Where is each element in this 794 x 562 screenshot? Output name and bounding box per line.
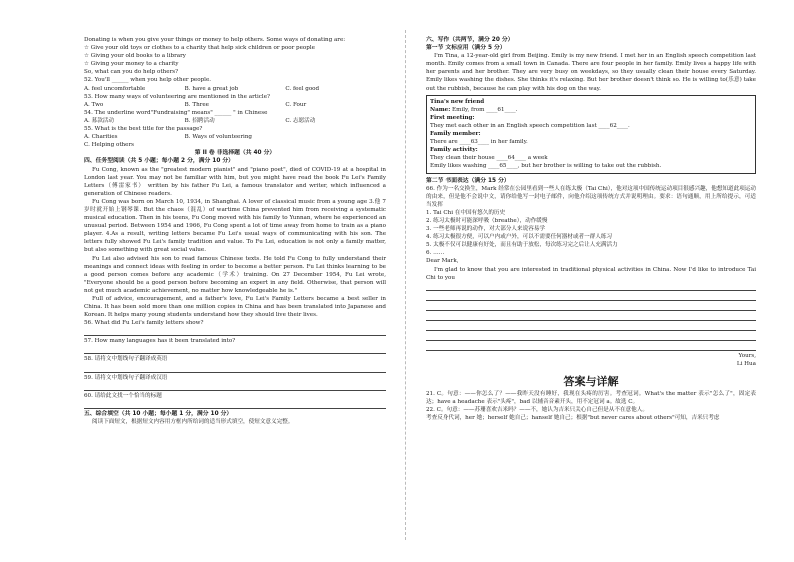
donate-end: So, what can you do help others?: [84, 69, 179, 76]
option: B. 招聘活动: [184, 117, 215, 124]
writing-prompt-66: 66. 作为一名交换生，Mark 经常在公园里看到一些人在练太极（Tai Chi），他对这项中国传统运动项目很感兴趣，他想知道此项运动的由来，但是他不会说中文，请你给他写一封电子邮件，向他介绍这项传统方式并说明理由。要求：语句通顺，用上所给提示，可适当发挥: [426, 185, 756, 208]
option: C. Helping others: [84, 142, 135, 149]
writing-line[interactable]: [426, 332, 756, 341]
right-column: [426, 36, 756, 422]
question-54: 54. The underline word"Fundraising" means" ______ " in Chinese: [84, 109, 268, 116]
letter-greeting: Dear Mark,: [426, 258, 459, 265]
question-52: 52. You'll ______ when you help other people.: [84, 77, 212, 84]
left-column: [84, 36, 386, 426]
fold-line: [405, 30, 406, 540]
answer-22: 22. C。句意：——苏珊喜欢吉米吗？——不，她认为吉米只关心自己但是从不在意他人。: [426, 407, 648, 414]
info-table-title: Tina's new friend: [430, 98, 485, 105]
writing-line[interactable]: [426, 342, 756, 351]
donate-item: ☆ Give your old toys or clothes to a charity that help sick children or poor people: [84, 45, 315, 52]
info-label: Family activity:: [430, 147, 478, 154]
info-table: [426, 95, 756, 174]
question-57: 57. How many languages has it been translated into?: [84, 338, 236, 345]
info-value[interactable]: They clean their house ____64____ a week: [430, 155, 548, 162]
question-53-options: [84, 101, 386, 109]
reading-paragraph-1: Fu Cong, known as the "greatest modern pianist" and "piano poet", died of COVID-19 at a hospital in London last year. You may not be familiar with him, but you might have read the book Fu Lei's Family Letters（傅雷家书） written by his father Fu Lei, a famous translator and writer, which influenced a generation of Chinese readers.: [84, 166, 386, 197]
info-value[interactable]: They met each other in an English speech competition last ____62____.: [430, 122, 630, 129]
info-value[interactable]: Emily likes washing ____65____, but her brother is willing to take out the rubbish.: [430, 163, 662, 170]
section5-instruction: 阅读下面短文，根据短文内容用方框内所给词的适当形式填空，使短文意义完整。: [92, 418, 294, 425]
hint-item: 1. Tai Chi 在中国有悠久的历史: [426, 209, 506, 216]
letter-signature: Li Hua: [736, 360, 756, 367]
hint-item: 6. ……: [426, 250, 445, 257]
writing-part1-title: 第一节 文标应用（满分 5 分）: [426, 45, 506, 52]
option: B. Ways of volunteering: [184, 134, 252, 141]
section6-title: 六、写作（共两节，满分 20 分）: [426, 37, 514, 43]
option: A. feel uncomfortable: [84, 85, 146, 92]
option: A. 募款活动: [84, 117, 114, 124]
donate-item: ☆ Giving your money to a charity: [84, 61, 179, 68]
info-label: Name:: [430, 106, 451, 113]
donate-item: ☆ Giving your old books to a library: [84, 53, 186, 60]
writing-line[interactable]: [426, 292, 756, 301]
option: C. Four: [285, 101, 307, 108]
option: A. Two: [84, 101, 104, 108]
answer-line[interactable]: [84, 327, 386, 336]
answers-title: 答案与详解: [563, 374, 619, 388]
question-52-options: [84, 85, 386, 93]
question-53: 53. How many ways of volunteering are mentioned in the article?: [84, 93, 271, 100]
option: B. have a great job: [184, 85, 239, 92]
option: A. Charities: [84, 134, 118, 141]
answer-22-detail: 考查反身代词，her 她；herself 她自己；hanself 她自己；根据"but never cares about others"可知，吉米只考虑: [426, 415, 720, 422]
hint-item: 3. 一些老师再说的动作，对大部分人来说容易学: [426, 226, 545, 233]
option: C. 志愿活动: [285, 117, 316, 124]
writing-line[interactable]: [426, 312, 756, 321]
letter-closing: Yours,: [738, 352, 756, 359]
info-label: Family member:: [430, 131, 481, 138]
reading-paragraph-3: Fu Lei also advised his son to read famous Chinese texts. He told Fu Cong to fully understand their meanings and connect ideas with feeling in order to become a better person. Fu Lei thinks learning to be a good person comes before any academic（学术）training. On 27 December 1954, Fu Lei wrote, "Everyone should be a good person before becoming an expert in any field. Otherwise, that person will not get much academic achievement, no matter how knowledgeable he is.": [84, 255, 386, 294]
writing-line[interactable]: [426, 282, 756, 291]
hint-item: 5. 太极不仅可以健康有好处，而且有助于放松，每次练习完之后让人充满活力: [426, 242, 618, 249]
question-58: 58. 请将文中划线句子翻译成英语: [84, 356, 168, 363]
hint-item: 4. 练习太极很方便，可以户内或户外，可以不需要任何器材或者一群人练习: [426, 234, 613, 241]
section5-title: 五、综合填空（共 10 小题；每小题 1 分，满分 10 分）: [84, 410, 233, 417]
info-name-row: [430, 106, 752, 114]
hint-item: 2. 练习太极时可能深呼吸（breathe），动作缓慢: [426, 217, 548, 224]
writing-line[interactable]: [426, 302, 756, 311]
question-56: 56. What did Fu Lei's family letters show?: [84, 320, 204, 327]
question-60: 60. 请给此文找一个恰当的标题: [84, 392, 162, 399]
question-55-options: [84, 133, 386, 141]
letter-start: I'm glad to know that you are interested in traditional physical activities in China. Now I'd like to introduce Tai Chi to you: [426, 266, 756, 281]
answer-line[interactable]: [84, 400, 386, 409]
writing-part2-title: 第二节 书面表达（满分 15 分）: [426, 177, 510, 184]
writing-line[interactable]: [426, 322, 756, 331]
donate-intro: Donating is when you give your things or money to help others. Some ways of donating are:: [84, 37, 346, 43]
info-value[interactable]: Emily, from ____61____.: [450, 106, 518, 113]
info-label: First meeting:: [430, 114, 475, 121]
option: B. Three: [184, 101, 209, 108]
option: C. feel good: [285, 85, 320, 92]
question-54-options: [84, 117, 386, 125]
answer-line[interactable]: [84, 345, 386, 354]
emily-passage: I'm Tina, a 12-year-old girl from Beijing. Emily is my new friend. I met her in an English speech competition last month. Emily comes from a small town in Canada. There are four people in her family. Emily lives a happy life with her parents and her brother. They are very busy on weekdays, so they usually clean their house every Saturday. Emily likes washing the dishes. She thinks it's relaxing. But her brother doesn't think so. He is willing to(乐意) take out the rubbish, because he can play with his dog on the way.: [426, 53, 756, 92]
answer-line[interactable]: [84, 382, 386, 391]
answer-21: 21. C。句意：——你怎么了？——我昨天没有睡好，我现在头疼的厉害。考查冠词。What's the matter 表示"怎么了"，固定表达；have a headache 表示"头疼"，bad 以辅音音素开头，用不定冠词 a。故选 C。: [426, 390, 756, 405]
question-55: 55. What is the best title for the passage?: [84, 126, 203, 133]
reading-paragraph-4: Full of advice, encouragement, and a father's love, Fu Lei's Family Letters became a best seller in China. It has been sold more than one million copies in China and has been translated into Japanese and Korean. It helps many young students understand how they should live their lives.: [84, 296, 386, 319]
part2-title: 第 II 卷 非选择题（共 40 分）: [194, 150, 276, 157]
answer-line[interactable]: [84, 364, 386, 373]
question-59: 59. 请将文中划线句子翻译成汉语: [84, 374, 168, 381]
info-value[interactable]: There are ____63____ in her family.: [430, 139, 528, 146]
reading-paragraph-2: Fu Cong was born on March 10, 1934, in Shanghai. A lover of classical music from a young age 3.他 7 岁时就开始上钢琴课. But the chaos（混乱）of wartime China prevented him from receiving a systematic musical education. Then in his teens, Fu Cong moved with his family to Yunnan, where he experienced an unusual period. Between 1954 and 1966, Fu Cong spent a lot of time away from home to train as a piano player. 4.As a result, writing letters became Fu Lei's usual ways of communicating with his son. The letters fully showed Fu Lei's family tradition and value. To Fu Lei, education is not only a family matter, but also something with great social value.: [84, 198, 386, 254]
section4-title: 四、任务型阅读（共 5 小题；每小题 2 分，满分 10 分）: [84, 158, 234, 165]
